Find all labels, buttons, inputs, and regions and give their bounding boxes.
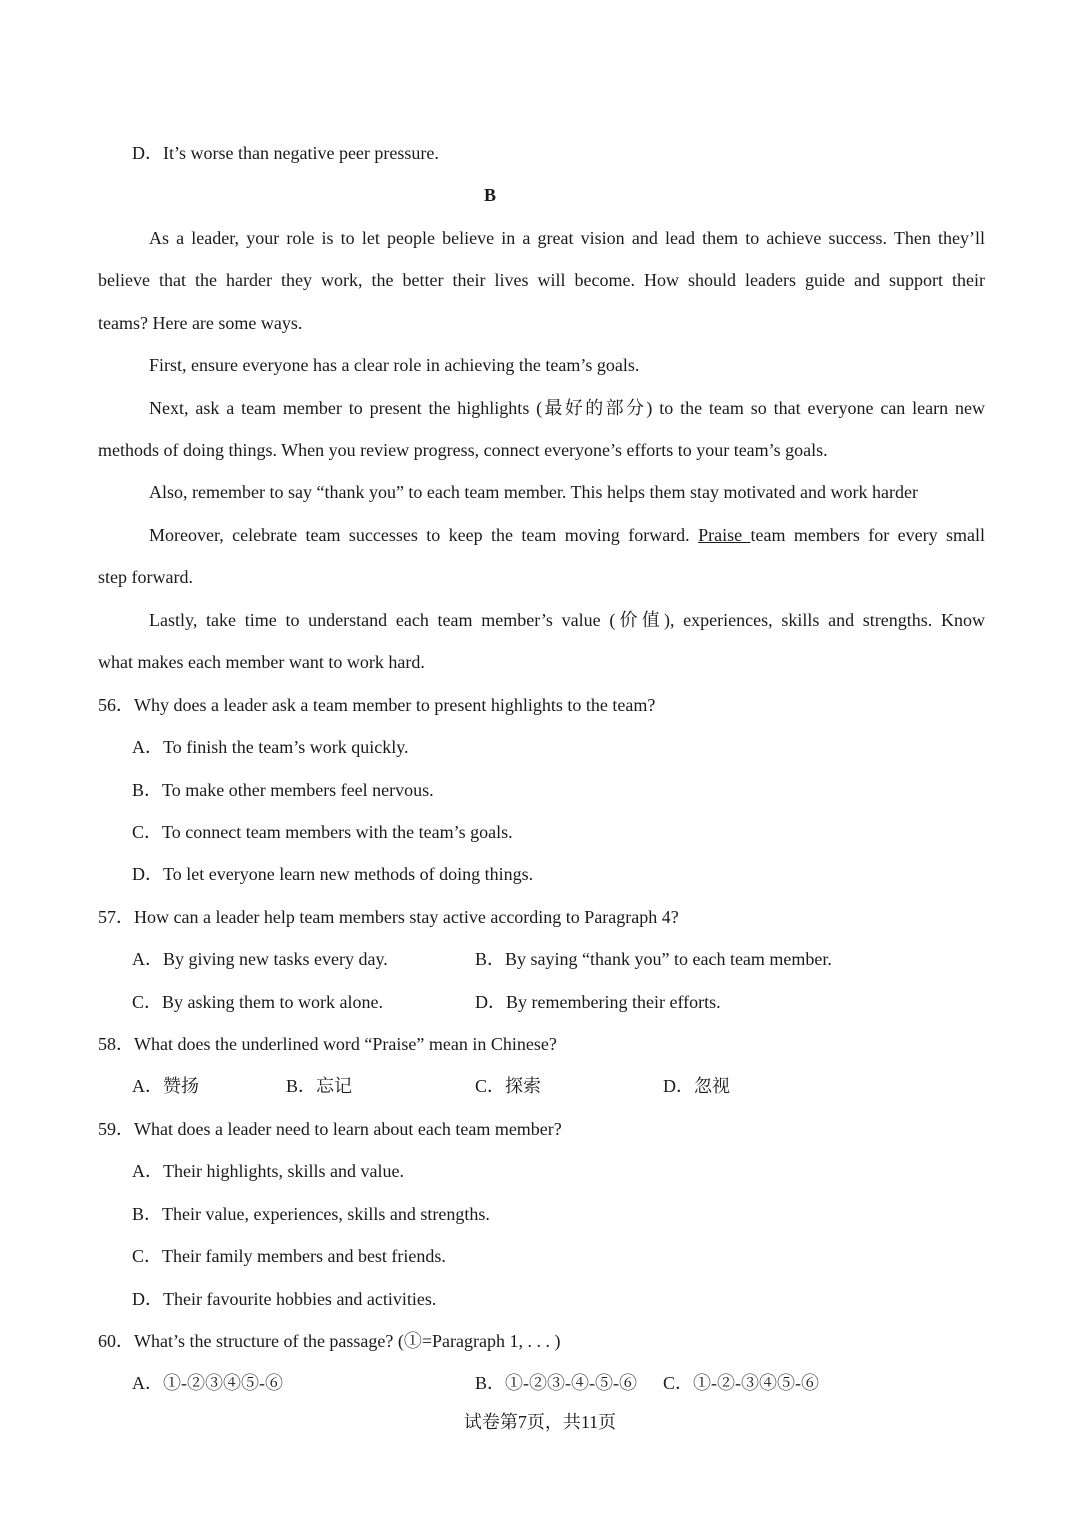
question-58-option-d[interactable]: D．忽视 bbox=[663, 1076, 730, 1096]
passage-p6-line1: Lastly, take time to understand each team member’s value (价值), experiences, skills and strengths. Know bbox=[149, 610, 985, 630]
question-59-stem: 59．What does a leader need to learn about each team member? bbox=[98, 1119, 562, 1139]
question-60-stem: 60．What’s the structure of the passage? (①=Paragraph 1, . . . ) bbox=[98, 1331, 561, 1351]
question-58-option-c[interactable]: C．探索 bbox=[475, 1076, 542, 1096]
passage-p1-line1: As a leader, your role is to let people believe in a great vision and lead them to achieve success. Then they’ll bbox=[149, 228, 985, 248]
question-57-option-b[interactable]: B．By saying “thank you” to each team member. bbox=[475, 949, 832, 969]
passage-p1-line3: teams? Here are some ways. bbox=[98, 313, 303, 333]
question-57-option-a[interactable]: A．By giving new tasks every day. bbox=[132, 949, 388, 969]
page-footer: 试卷第7页，共11页 bbox=[463, 1412, 617, 1432]
passage-p2: First, ensure everyone has a clear role in achieving the team’s goals. bbox=[149, 355, 640, 375]
question-57-option-c[interactable]: C．By asking them to work alone. bbox=[132, 992, 383, 1012]
section-title: B bbox=[483, 185, 496, 205]
passage-p3-line2: methods of doing things. When you review progress, connect everyone’s efforts to your team’s goals. bbox=[98, 440, 828, 460]
question-60-option-b[interactable]: B．①-②③-④-⑤-⑥ bbox=[475, 1373, 637, 1393]
question-56-stem: 56．Why does a leader ask a team member to present highlights to the team? bbox=[98, 695, 656, 715]
question-59-option-d[interactable]: D．Their favourite hobbies and activities. bbox=[132, 1289, 437, 1309]
prev-option-d: D．It’s worse than negative peer pressure. bbox=[132, 143, 439, 163]
passage-p5-before: Moreover, celebrate team successes to keep the team moving forward. bbox=[149, 525, 699, 545]
question-58-option-a[interactable]: A．赞扬 bbox=[132, 1076, 199, 1096]
question-59-option-a[interactable]: A．Their highlights, skills and value. bbox=[132, 1161, 404, 1181]
question-59-option-c[interactable]: C．Their family members and best friends. bbox=[132, 1246, 446, 1266]
passage-p5-after: team members for every small bbox=[750, 525, 985, 545]
question-60-option-a[interactable]: A．①-②③④⑤-⑥ bbox=[132, 1373, 283, 1393]
passage-p1-line2: believe that the harder they work, the better their lives will become. How should leaders guide and support their bbox=[98, 270, 985, 290]
passage-p4: Also, remember to say “thank you” to each team member. This helps them stay motivated and work harder bbox=[149, 482, 918, 502]
passage-p6-line2: what makes each member want to work hard. bbox=[98, 652, 425, 672]
question-60-option-c[interactable]: C．①-②-③④⑤-⑥ bbox=[663, 1373, 819, 1393]
passage-p3-line1: Next, ask a team member to present the highlights (最好的部分) to the team so that everyone can learn new bbox=[149, 398, 985, 418]
question-59-option-b[interactable]: B．Their value, experiences, skills and strengths. bbox=[132, 1204, 490, 1224]
question-56-option-a[interactable]: A．To finish the team’s work quickly. bbox=[132, 737, 409, 757]
question-57-option-d[interactable]: D．By remembering their efforts. bbox=[475, 992, 721, 1012]
passage-p5-line1 bbox=[149, 523, 985, 547]
question-56-option-c[interactable]: C．To connect team members with the team’s goals. bbox=[132, 822, 513, 842]
question-58-stem: 58．What does the underlined word “Praise” mean in Chinese? bbox=[98, 1034, 557, 1054]
passage-p5-line2: step forward. bbox=[98, 567, 193, 587]
underlined-word-praise: Praise bbox=[698, 525, 751, 545]
question-56-option-b[interactable]: B．To make other members feel nervous. bbox=[132, 780, 434, 800]
question-58-option-b[interactable]: B．忘记 bbox=[286, 1076, 353, 1096]
question-57-stem: 57．How can a leader help team members stay active according to Paragraph 4? bbox=[98, 907, 679, 927]
question-56-option-d[interactable]: D．To let everyone learn new methods of doing things. bbox=[132, 864, 534, 884]
